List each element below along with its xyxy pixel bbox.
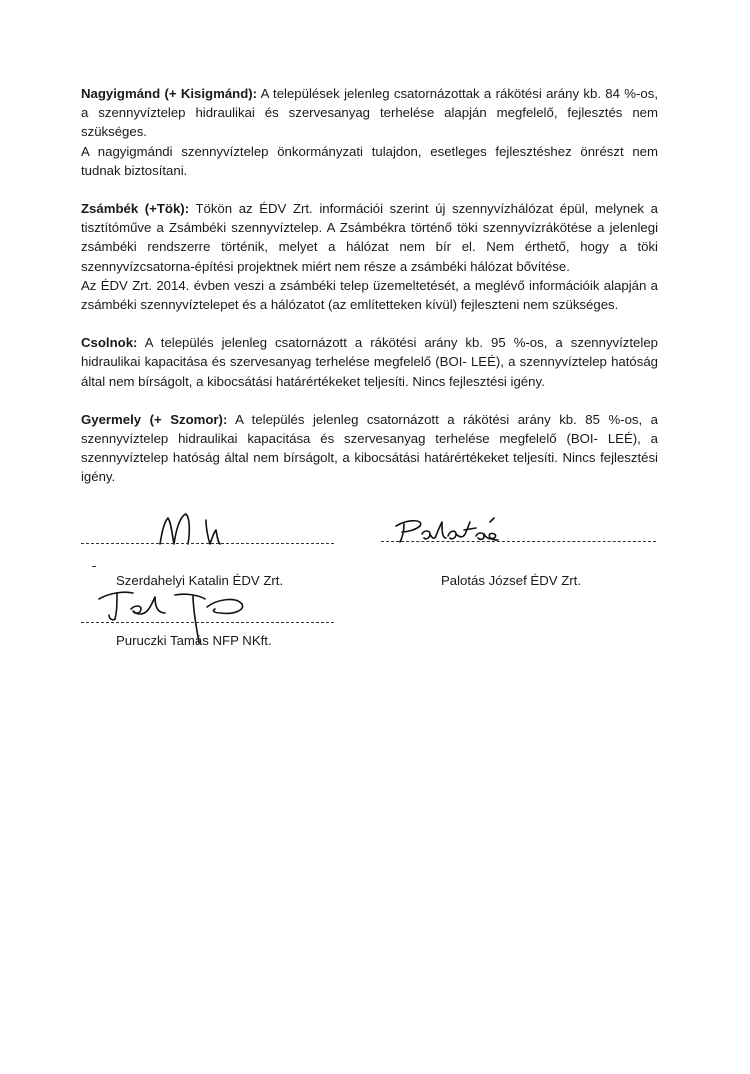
line-mark (92, 566, 96, 567)
paragraph-nagyigmand (81, 84, 658, 180)
signature-right-top (390, 512, 510, 548)
paragraph-heading: Csolnok: (81, 335, 138, 351)
signature-line-left-bottom (81, 622, 334, 623)
signatory-name-right-top: Palotás József ÉDV Zrt. (441, 573, 581, 588)
signature-line-right-top (381, 541, 656, 542)
document-body (81, 84, 658, 506)
paragraph-extra: Az ÉDV Zrt. 2014. évben veszi a zsámbéki telep üzemeltetését, a meglévő információik alapján a zsámbéki szennyvíztelepet és a hálózatot (az említetteken kívül) fejleszteni nem szükséges. (81, 277, 658, 313)
signatory-name-left-bottom: Puruczki Tamás NFP NKft. (116, 633, 272, 648)
paragraph-text: A település jelenleg csatornázott a rákötési arány kb. 95 %-os, a szennyvíztelep hidraulikai kapacitása és szervesanyag terhelése megfelelő (BOI- LEÉ), a szennyvíztelep hatóság által nem bírságolt, a kibocsátási határértékeket teljesíti. Nincs fejlesztési igény. (81, 335, 658, 389)
paragraph-heading: Zsámbék (+Tök): (81, 201, 190, 217)
paragraph-gyermely (81, 410, 658, 487)
paragraph-text: A települések jelenleg csatornázottak a rákötési arány kb. 84 %-os, a szennyvíztelep hidraulikai és szervesanyag terhelése alapján megfelelő, fejlesztés nem szükséges. (81, 86, 658, 140)
paragraph-heading: Gyermely (+ Szomor): (81, 411, 228, 427)
signatory-name-left-top: Szerdahelyi Katalin ÉDV Zrt. (116, 573, 284, 588)
signature-left-top (150, 510, 240, 550)
paragraph-zsambek (81, 199, 658, 314)
paragraph-csolnok (81, 333, 658, 391)
paragraph-heading: Nagyigmánd (+ Kisigmánd): (81, 86, 258, 101)
signature-line-left-top (81, 543, 334, 544)
paragraph-extra: A nagyigmándi szennyvíztelep önkormányzati tulajdon, esetleges fejlesztéshez önrészt nem tudnak biztosítani. (81, 143, 658, 178)
paragraph-text: Tökön az ÉDV Zrt. információi szerint új szennyvízhálózat épül, melynek a tisztítóműve a Zsámbéki szennyvíztelep. A Zsámbékra történő töki szennyvízrákötése a jelenlegi zsámbéki rendszerre történik, melyet a hálózat nem bír el. Nem érthető, hogy a töki szennyvízcsatorna-építési projektnek miért nem része a zsámbéki hálózat bővítése. (81, 201, 658, 274)
paragraph-text: A település jelenleg csatornázott a rákötési arány kb. 85 %-os, a szennyvíztelep hidraulikai kapacitása és szervesanyag terhelése megfelelő (BOI- LEÉ), a szennyvíztelep hatóság által nem bírságolt, a kibocsátási határértékeket teljesíti. Nincs fejlesztési igény. (81, 411, 658, 485)
